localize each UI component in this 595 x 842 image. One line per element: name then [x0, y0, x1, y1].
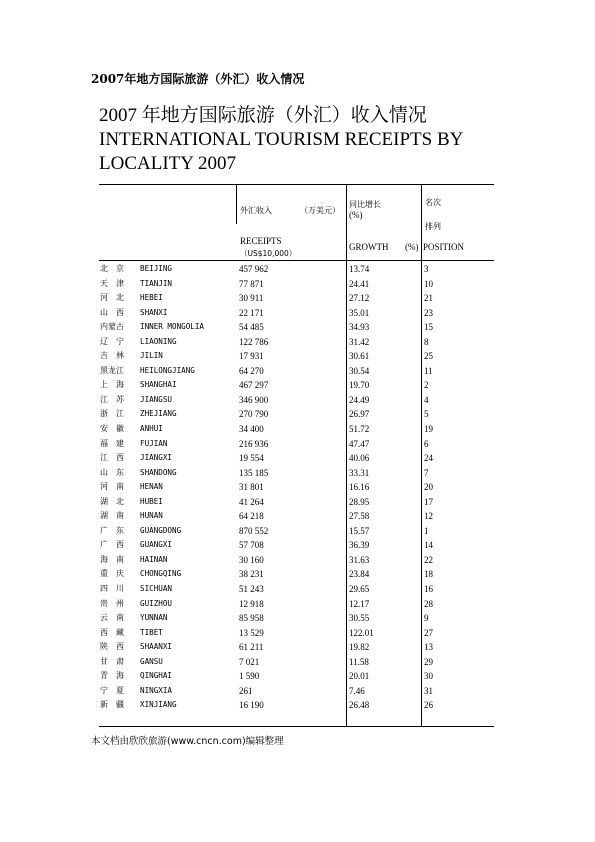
cell-region-cn: 北 京 [100, 264, 124, 273]
cell-growth: 11.58 [349, 656, 369, 667]
cell-receipts: 457 962 [239, 264, 269, 274]
table-row [99, 640, 494, 655]
cell-receipts: 61 211 [239, 642, 264, 653]
cell-region-en: BEIJING [140, 264, 173, 273]
table-row [99, 364, 494, 379]
cell-region-en: GUANGXI [140, 540, 173, 550]
cell-growth: 31.63 [349, 554, 370, 565]
header-receipts-unit-en: （US$10,000） [240, 249, 297, 258]
table-row [99, 437, 494, 452]
cell-growth: 28.95 [349, 496, 370, 507]
cell-growth: 19.82 [349, 642, 370, 653]
cell-region-cn: 江 西 [100, 453, 124, 463]
header-receipts-en: RECEIPTS [240, 236, 282, 246]
header-growth-en: GROWTH [349, 242, 389, 252]
cell-growth: 47.47 [349, 438, 370, 449]
table-row [99, 291, 494, 306]
cell-receipts: 216 936 [239, 438, 269, 449]
table-row [99, 669, 494, 684]
cell-region-en: SHANXI [140, 307, 168, 317]
header-receipts-cn: 外汇收入 [240, 206, 272, 215]
cell-growth: 27.58 [349, 511, 370, 522]
cell-growth: 24.41 [349, 278, 370, 289]
cell-region-cn: 新 疆 [100, 700, 124, 710]
cell-growth: 31.42 [349, 336, 370, 347]
cell-region-en: ANHUI [140, 424, 163, 434]
cell-region-en: GANSU [140, 656, 163, 666]
cell-growth: 36.39 [349, 540, 370, 551]
cell-region-en: SHANGHAI [140, 380, 177, 390]
header-growth-cn: 同比增长 [349, 200, 381, 209]
cell-region-cn: 重 庆 [100, 569, 124, 579]
cell-position: 12 [424, 511, 433, 522]
cell-position: 7 [424, 467, 429, 478]
cell-region-cn: 湖 北 [100, 496, 124, 506]
header-growth-pct: (%) [349, 210, 363, 220]
cell-growth: 35.01 [349, 307, 370, 318]
document-small-title: 2007年地方国际旅游（外汇）收入情况 [91, 72, 305, 86]
title-chinese: 2007 年地方国际旅游（外汇）收入情况 [99, 105, 427, 126]
cell-region-en: FUJIAN [140, 438, 168, 448]
cell-region-en: TIBET [140, 627, 163, 637]
table-row [99, 509, 494, 524]
title-english-line-1: INTERNATIONAL TOURISM RECEIPTS BY [99, 129, 464, 150]
header-position-cn-1: 名次 [425, 198, 441, 207]
cell-growth: 20.01 [349, 671, 370, 682]
table-row [99, 553, 494, 568]
cell-receipts: 467 297 [239, 380, 269, 391]
cell-position: 5 [424, 409, 429, 420]
cell-receipts: 64 270 [239, 365, 264, 376]
cell-region-cn: 青 海 [100, 671, 124, 681]
cell-receipts: 30 911 [239, 293, 264, 304]
cell-region-cn: 河 南 [100, 482, 124, 492]
table-bottom-rule [99, 726, 494, 727]
cell-region-cn: 江 苏 [100, 394, 124, 404]
cell-position: 24 [424, 453, 433, 464]
cell-growth: 29.65 [349, 584, 370, 595]
cell-region-en: TIANJIN [140, 278, 173, 288]
cell-position: 19 [424, 424, 433, 435]
table-row [99, 567, 494, 582]
cell-region-cn: 安 徽 [100, 424, 124, 434]
cell-region-en: SHANDONG [140, 467, 177, 477]
cell-region-cn: 西 藏 [100, 627, 124, 637]
cell-receipts: 16 190 [239, 700, 264, 711]
cell-region-en: CHONGQING [140, 569, 182, 579]
cell-position: 17 [424, 496, 433, 507]
cell-position: 23 [424, 307, 433, 318]
column-separator-receipts-top [236, 184, 237, 224]
cell-receipts: 34 400 [239, 424, 264, 435]
table-row [99, 306, 494, 321]
cell-region-cn: 海 南 [100, 554, 124, 564]
cell-region-cn: 福 建 [100, 438, 124, 448]
cell-region-en: SICHUAN [140, 584, 173, 594]
cell-receipts: 1 590 [239, 671, 260, 682]
table-row [99, 422, 494, 437]
table-row [99, 611, 494, 626]
cell-region-en: JIANGSU [140, 394, 173, 404]
cell-receipts: 41 264 [239, 496, 264, 507]
cell-growth: 34.93 [349, 322, 370, 333]
header-position-en: POSITION [423, 242, 465, 252]
cell-position: 29 [424, 656, 433, 667]
cell-region-en: NINGXIA [140, 685, 173, 695]
cell-growth: 13.74 [349, 264, 370, 274]
cell-region-en: GUANGDONG [140, 525, 182, 535]
cell-receipts: 12 918 [239, 598, 264, 609]
cell-receipts: 77 871 [239, 278, 264, 289]
cell-position: 6 [424, 438, 429, 449]
cell-receipts: 31 801 [239, 482, 264, 493]
cell-growth: 12.17 [349, 598, 370, 609]
cell-position: 4 [424, 394, 429, 405]
header-position-cn-2: 排列 [425, 222, 441, 231]
cell-region-en: JILIN [140, 351, 163, 361]
cell-growth: 15.57 [349, 525, 370, 536]
table-row [99, 582, 494, 597]
cell-receipts: 22 171 [239, 307, 264, 318]
cell-growth: 30.54 [349, 365, 370, 376]
cell-region-en: SHAANXI [140, 642, 173, 652]
cell-receipts: 7 021 [239, 656, 260, 667]
cell-position: 25 [424, 351, 433, 362]
cell-position: 18 [424, 569, 433, 580]
cell-receipts: 270 790 [239, 409, 269, 420]
cell-region-cn: 辽 宁 [100, 336, 124, 346]
cell-region-en: XINJIANG [140, 700, 177, 710]
cell-receipts: 122 786 [239, 336, 269, 347]
cell-growth: 33.31 [349, 467, 370, 478]
cell-region-cn: 宁 夏 [100, 685, 124, 695]
table-row [99, 597, 494, 612]
cell-region-cn: 山 东 [100, 467, 124, 477]
table-row [99, 393, 494, 408]
cell-receipts: 57 708 [239, 540, 264, 551]
cell-position: 14 [424, 540, 433, 551]
cell-position: 3 [424, 264, 429, 274]
cell-receipts: 51 243 [239, 584, 264, 595]
cell-region-cn: 天 津 [100, 278, 124, 288]
cell-position: 15 [424, 322, 433, 333]
header-receipts-unit-cn: （万美元） [300, 206, 340, 215]
table-row [99, 626, 494, 641]
cell-receipts: 38 231 [239, 569, 264, 580]
cell-receipts: 19 554 [239, 453, 264, 464]
cell-region-en: YUNNAN [140, 613, 168, 623]
cell-position: 11 [424, 365, 433, 376]
cell-receipts: 261 [239, 685, 253, 696]
cell-position: 22 [424, 554, 433, 565]
cell-receipts: 17 931 [239, 351, 264, 362]
table-row [99, 349, 494, 364]
cell-position: 13 [424, 642, 433, 653]
cell-position: 10 [424, 278, 433, 289]
cell-region-cn: 陕 西 [100, 642, 124, 652]
cell-growth: 26.48 [349, 700, 370, 711]
table-row [99, 320, 494, 335]
table-row [99, 495, 494, 510]
cell-position: 27 [424, 627, 433, 638]
cell-position: 26 [424, 700, 433, 711]
cell-region-en: HEILONGJIANG [140, 365, 195, 375]
cell-region-cn: 甘 肃 [100, 656, 124, 666]
cell-growth: 30.55 [349, 613, 370, 624]
cell-growth: 40.06 [349, 453, 370, 464]
cell-region-en: INNER MONGOLIA [140, 322, 205, 332]
cell-region-en: JIANGXI [140, 453, 173, 463]
cell-position: 9 [424, 613, 429, 624]
title-block [99, 104, 549, 176]
cell-region-en: HUBEI [140, 496, 163, 506]
table-row [99, 466, 494, 481]
cell-growth: 27.12 [349, 293, 370, 304]
cell-position: 16 [424, 584, 433, 595]
table-row [99, 407, 494, 422]
cell-growth: 16.16 [349, 482, 370, 493]
cell-region-cn: 山 西 [100, 307, 124, 317]
table-row [99, 655, 494, 670]
cell-region-en: HUNAN [140, 511, 163, 521]
cell-region-cn: 黑龙江 [100, 365, 124, 375]
table-row [99, 538, 494, 553]
table-row [99, 262, 494, 277]
cell-region-cn: 贵 州 [100, 598, 124, 608]
cell-position: 1 [424, 525, 429, 536]
cell-receipts: 54 485 [239, 322, 264, 333]
cell-region-en: GUIZHOU [140, 598, 173, 608]
cell-growth: 51.72 [349, 424, 370, 435]
cell-receipts: 85 958 [239, 613, 264, 624]
cell-region-en: LIAONING [140, 336, 177, 346]
cell-position: 8 [424, 336, 429, 347]
table-top-rule [99, 184, 494, 185]
cell-position: 30 [424, 671, 433, 682]
cell-position: 31 [424, 685, 433, 696]
table-body [99, 262, 494, 713]
cell-region-cn: 上 海 [100, 380, 124, 390]
cell-receipts: 64 218 [239, 511, 264, 522]
cell-receipts: 870 552 [239, 525, 269, 536]
cell-region-en: HAINAN [140, 554, 168, 564]
cell-region-cn: 浙 江 [100, 409, 124, 419]
table-row [99, 480, 494, 495]
cell-region-cn: 云 南 [100, 613, 124, 623]
table-row [99, 698, 494, 713]
cell-position: 28 [424, 598, 433, 609]
table-row [99, 378, 494, 393]
cell-growth: 30.61 [349, 351, 370, 362]
cell-region-en: QINGHAI [140, 671, 173, 681]
cell-region-en: HEBEI [140, 293, 163, 303]
title-english-line-2: LOCALITY 2007 [99, 153, 237, 174]
cell-region-cn: 河 北 [100, 293, 124, 303]
cell-receipts: 13 529 [239, 627, 264, 638]
cell-region-cn: 四 川 [100, 584, 124, 594]
table-row [99, 684, 494, 699]
cell-region-en: ZHEJIANG [140, 409, 177, 419]
cell-receipts: 30 160 [239, 554, 264, 565]
cell-region-cn: 湖 南 [100, 511, 124, 521]
cell-growth: 19.70 [349, 380, 370, 391]
table-row [99, 524, 494, 539]
cell-position: 21 [424, 293, 433, 304]
cell-growth: 7.46 [349, 685, 365, 696]
table-row [99, 335, 494, 350]
cell-region-cn: 内蒙古 [100, 322, 124, 332]
cell-receipts: 135 185 [239, 467, 269, 478]
cell-growth: 26.97 [349, 409, 370, 420]
cell-growth: 24.49 [349, 394, 370, 405]
table-row [99, 277, 494, 292]
cell-region-en: HENAN [140, 482, 163, 492]
cell-receipts: 346 900 [239, 394, 269, 405]
cell-region-cn: 吉 林 [100, 351, 124, 361]
footer-note: 本文档由欣欣旅游(www.cncn.com)编辑整理 [91, 736, 284, 747]
cell-region-cn: 广 东 [100, 525, 124, 535]
cell-growth: 122.01 [349, 627, 374, 638]
cell-position: 2 [424, 380, 429, 391]
cell-position: 20 [424, 482, 433, 493]
header-growth-pct-en: (%) [405, 242, 419, 252]
table-header-rule [99, 260, 494, 261]
table-row [99, 451, 494, 466]
cell-growth: 23.84 [349, 569, 370, 580]
cell-region-cn: 广 西 [100, 540, 124, 550]
